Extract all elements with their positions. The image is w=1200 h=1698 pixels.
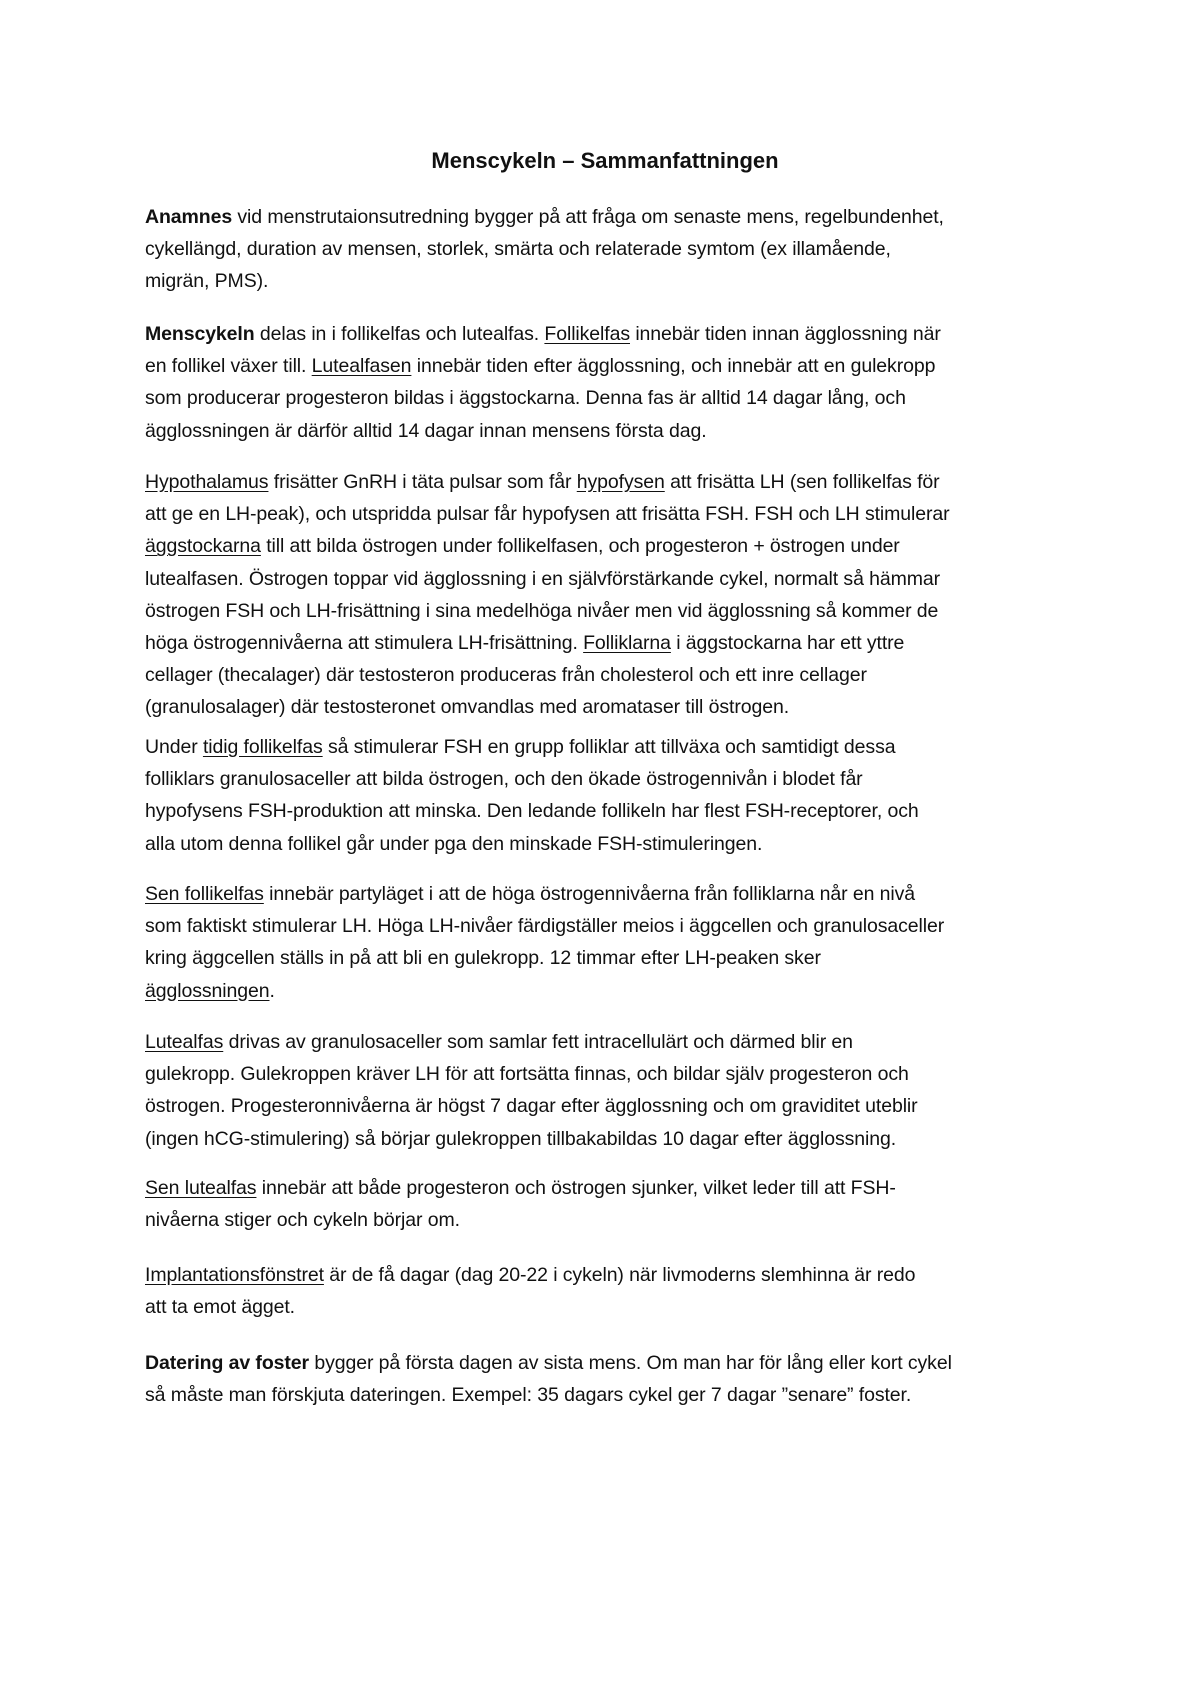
underlined-term: Implantationsfönstret xyxy=(145,1264,324,1286)
text-run: folliklars granulosaceller att bilda östrogen, och den ökade östrogennivån i blodet får xyxy=(145,768,863,791)
text-line xyxy=(145,659,1065,691)
text-run: cellager (thecalager) där testosteron produceras från cholesterol och ett inre cellager xyxy=(145,664,867,687)
text-run: bygger på första dagen av sista mens. Om man har för lång eller kort cykel xyxy=(309,1352,952,1374)
text-line xyxy=(145,201,1065,233)
paragraph xyxy=(145,466,1065,724)
text-run: innebär partyläget i att de höga östrogennivåerna från folliklarna når en nivå xyxy=(263,883,916,905)
text-line xyxy=(145,415,1065,447)
bold-term: Anamnes xyxy=(145,206,233,228)
text-line xyxy=(145,878,1065,910)
underlined-term: Folliklarna xyxy=(583,632,671,655)
text-run: (ingen hCG-stimulering) så börjar gulekroppen tillbakabildas 10 dagar efter ägglossning. xyxy=(145,1127,897,1150)
text-line xyxy=(145,627,1065,659)
text-line xyxy=(145,265,1065,297)
text-line xyxy=(145,350,1065,382)
text-line xyxy=(145,595,1065,627)
underlined-term: tidig follikelfas xyxy=(202,736,323,758)
text-run: delas in i follikelfas och lutealfas. xyxy=(254,323,545,345)
underlined-term: hypofysen xyxy=(576,471,665,493)
text-run: . xyxy=(269,979,275,1002)
paragraph xyxy=(145,731,1065,860)
text-line xyxy=(145,691,1065,723)
text-line xyxy=(145,828,1065,860)
text-run: som faktiskt stimulerar LH. Höga LH-nivåer färdigställer meios i äggcellen och granulosaceller xyxy=(145,915,945,938)
text-run: (granulosalager) där testosteronet omvandlas med aromataser till östrogen. xyxy=(145,696,790,719)
text-run: en follikel växer till. xyxy=(145,355,312,378)
paragraph xyxy=(145,1026,1065,1155)
text-line xyxy=(145,1123,1065,1155)
text-run: vid menstrutaionsutredning bygger på att fråga om senaste mens, regelbundenhet, xyxy=(232,206,944,228)
text-run: drivas av granulosaceller som samlar fett intracellulärt och därmed blir en xyxy=(223,1031,853,1053)
underlined-term: Sen follikelfas xyxy=(145,883,264,905)
text-line xyxy=(145,233,1065,265)
text-run: innebär att både progesteron och östrogen sjunker, vilket leder till att FSH- xyxy=(256,1177,896,1199)
text-run: migrän, PMS). xyxy=(145,270,269,293)
text-run: östrogen. Progesteronnivåerna är högst 7 dagar efter ägglossning och om graviditet uteblir xyxy=(145,1095,918,1118)
text-line xyxy=(145,731,1065,763)
text-line xyxy=(145,318,1065,350)
paragraph xyxy=(145,878,1065,1007)
text-run: att ge en LH-peak), och utspridda pulsar får hypofysen att frisätta FSH. FSH och LH stimulerar xyxy=(145,503,950,526)
text-line xyxy=(145,1379,1065,1411)
text-run: lutealfasen. Östrogen toppar vid ägglossning i en självförstärkande cykel, normalt så hämmar xyxy=(145,567,941,590)
text-line xyxy=(145,498,1065,530)
text-line xyxy=(145,563,1065,595)
text-run: så måste man förskjuta dateringen. Exempel: 35 dagars cykel ger 7 dagar ”senare” foster. xyxy=(145,1384,912,1407)
text-line xyxy=(145,910,1065,942)
text-run: innebär tiden innan ägglossning när xyxy=(630,323,941,345)
text-run: nivåerna stiger och cykeln börjar om. xyxy=(145,1209,460,1232)
text-run: alla utom denna follikel går under pga den minskade FSH-stimuleringen. xyxy=(145,832,763,855)
text-line xyxy=(145,975,1065,1007)
text-run: är de få dagar (dag 20-22 i cykeln) när livmoderns slemhinna är redo xyxy=(323,1264,916,1286)
text-line xyxy=(145,1291,1065,1323)
text-line xyxy=(145,530,1065,562)
underlined-term: Lutealfas xyxy=(145,1031,224,1053)
text-run: Under xyxy=(145,736,203,758)
text-line xyxy=(145,1204,1065,1236)
underlined-term: Sen lutealfas xyxy=(145,1177,257,1199)
text-line xyxy=(145,1172,1065,1204)
text-run: i äggstockarna har ett yttre xyxy=(670,632,905,655)
text-run: så stimulerar FSH en grupp folliklar att tillväxa och samtidigt dessa xyxy=(322,736,896,758)
bold-term: Menscykeln xyxy=(145,323,255,345)
paragraph xyxy=(145,201,1065,298)
text-run: ägglossningen är därför alltid 14 dagar innan mensens första dag. xyxy=(145,419,707,442)
paragraph xyxy=(145,1172,1065,1236)
text-line xyxy=(145,1026,1065,1058)
underlined-term: äggstockarna xyxy=(145,535,261,558)
text-line xyxy=(145,763,1065,795)
text-line xyxy=(145,942,1065,974)
text-run: innebär tiden efter ägglossning, och innebär att en gulekropp xyxy=(411,355,936,378)
text-line xyxy=(145,382,1065,414)
text-run: cykellängd, duration av mensen, storlek, smärta och relaterade symtom (ex illamående, xyxy=(145,238,891,261)
paragraph xyxy=(145,318,1065,447)
paragraph xyxy=(145,1259,1065,1323)
text-run: kring äggcellen ställs in på att bli en gulekropp. 12 timmar efter LH-peaken sker xyxy=(145,947,821,970)
document-title: Menscykeln – Sammanfattningen xyxy=(431,148,779,173)
text-run: till att bilda östrogen under follikelfasen, och progesteron + östrogen under xyxy=(260,535,900,558)
underlined-term: Follikelfas xyxy=(544,323,630,345)
text-run: som producerar progesteron bildas i äggstockarna. Denna fas är alltid 14 dagar lång, och xyxy=(145,387,906,410)
text-run: höga östrogennivåerna att stimulera LH-frisättning. xyxy=(145,632,584,655)
underlined-term: ägglossningen xyxy=(145,979,270,1002)
text-line xyxy=(145,795,1065,827)
text-line xyxy=(145,1347,1065,1379)
text-line xyxy=(145,466,1065,498)
text-run: att frisätta LH (sen follikelfas för xyxy=(664,471,940,493)
text-line xyxy=(145,1259,1065,1291)
text-line xyxy=(145,1090,1065,1122)
text-run: hypofysens FSH-produktion att minska. Den ledande follikeln har flest FSH-receptorer, och xyxy=(145,800,919,823)
text-line xyxy=(145,1058,1065,1090)
underlined-term: Hypothalamus xyxy=(145,471,269,493)
paragraph xyxy=(145,1347,1065,1411)
text-run: östrogen FSH och LH-frisättning i sina medelhöga nivåer men vid ägglossning så kommer de xyxy=(145,599,939,622)
text-run: att ta emot ägget. xyxy=(145,1296,295,1319)
bold-term: Datering av foster xyxy=(145,1352,309,1374)
underlined-term: Lutealfasen xyxy=(311,355,412,378)
text-run: gulekropp. Gulekroppen kräver LH för att fortsätta finnas, och bildar själv progesteron och xyxy=(145,1063,909,1086)
text-run: frisätter GnRH i täta pulsar som får xyxy=(268,471,577,493)
